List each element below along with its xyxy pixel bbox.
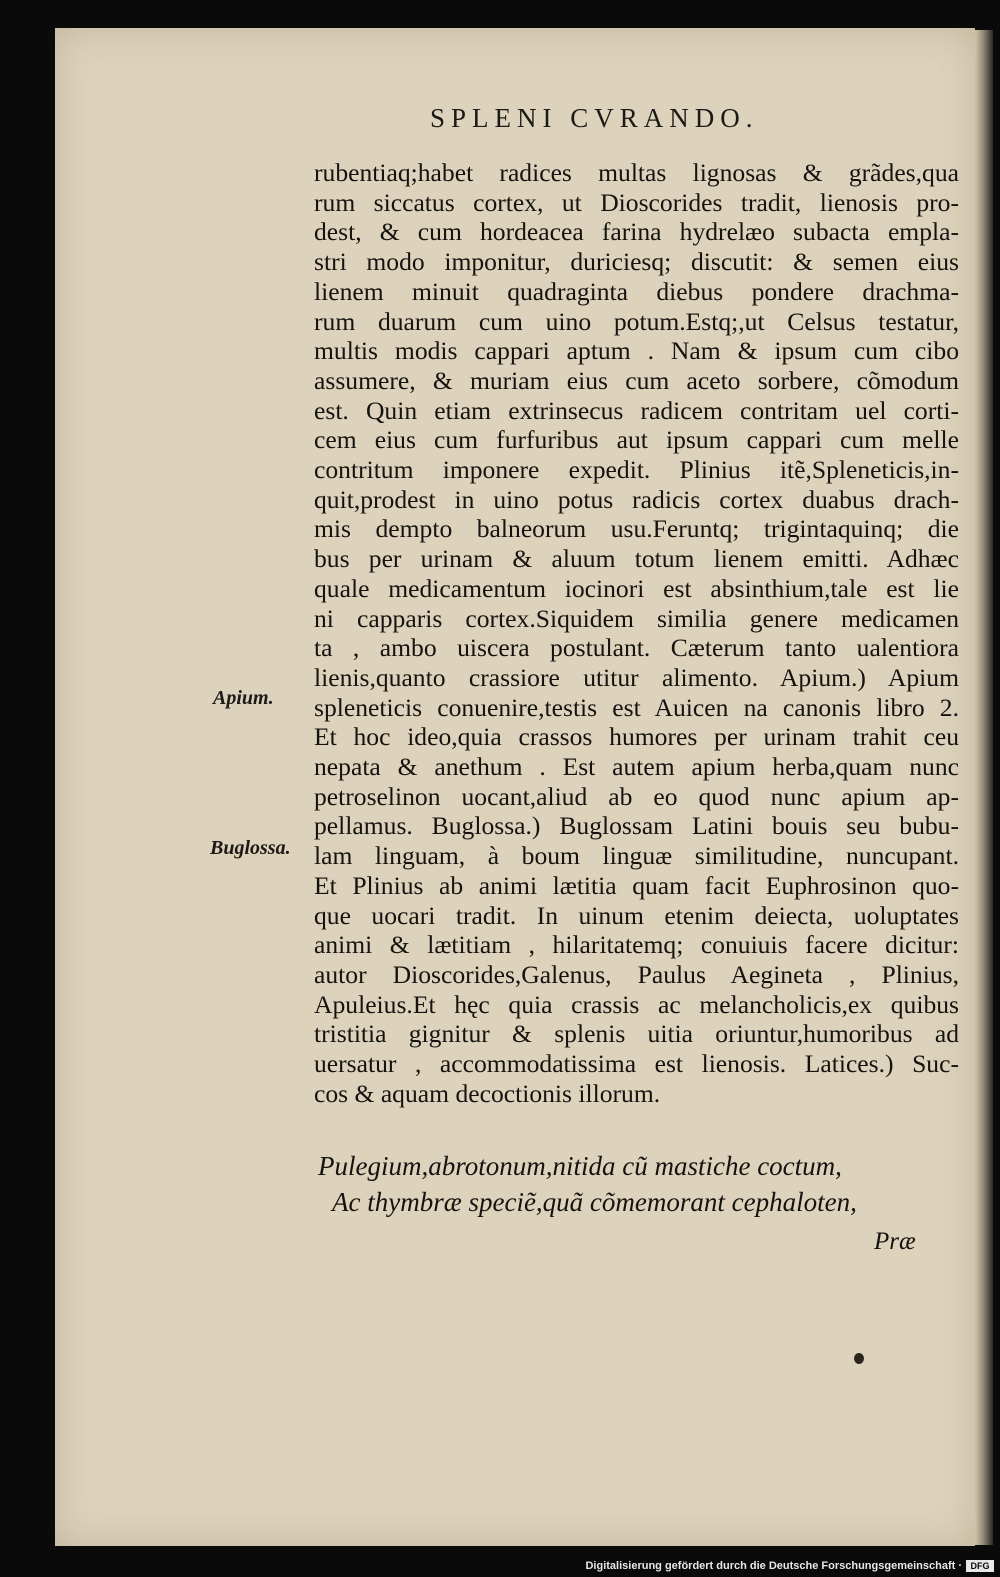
dfg-logo: DFG — [966, 1560, 994, 1572]
text-line: ni capparis cortex.Siquidem similia genere medicamen — [314, 603, 959, 633]
text-line: animi & lætitiam , hilaritatemq; conuiuis facere dicitur: — [314, 930, 959, 960]
text-line: rum duarum cum uino potum.Estq;,ut Celsus testatur, — [314, 306, 959, 336]
text-line: ta , ambo uiscera postulant. Cæterum tanto ualentiora — [314, 633, 959, 663]
verse-block — [318, 1148, 958, 1220]
text-line: tristitia gignitur & splenis uitia oriuntur,humoribus ad — [314, 1019, 959, 1049]
text-line: rubentiaq;habet radices multas lignosas & grãdes,qua — [314, 158, 959, 187]
text-line: assumere, & muriam eius cum aceto sorbere, cõmodum — [314, 365, 959, 395]
text-line: nepata & anethum . Est autem apium herba,quam nunc — [314, 752, 959, 782]
text-line: que uocari tradit. In uinum etenim deiecta, uoluptates — [314, 900, 959, 930]
footer-bar — [0, 1555, 1000, 1577]
text-line: autor Dioscorides,Galenus, Paulus Aegineta , Plinius, — [314, 959, 959, 989]
catchword: Præ — [874, 1228, 916, 1255]
text-line: lienis,quanto crassiore utitur alimento. Apium.) Apium — [314, 662, 959, 692]
text-line: lam linguam, à boum linguæ similitudine, nuncupant. — [314, 841, 959, 871]
text-line: spleneticis conuenire,testis est Auicen na canonis libro 2. — [314, 692, 959, 722]
text-line: bus per urinam & aluum totum lienem emitti. Adhæc — [314, 544, 959, 574]
text-line: est. Quin etiam extrinsecus radicem contritam uel corti- — [314, 395, 959, 425]
text-line: cos & aquam decoctionis illorum. — [314, 1078, 661, 1108]
text-line: multis modis cappari aptum . Nam & ipsum cum cibo — [314, 336, 959, 366]
text-line: cem eius cum furfuribus aut ipsum cappari cum melle — [314, 425, 959, 455]
text-line: Et hoc ideo,quia crassos humores per urinam trahit ceu — [314, 722, 959, 752]
text-line: stri modo imponitur, duriciesq; discutit: & semen eius — [314, 247, 959, 277]
text-line: rum siccatus cortex, ut Dioscorides tradit, lienosis pro- — [314, 187, 959, 217]
margin-note-apium: Apium. — [213, 687, 274, 709]
footer-credit: Digitalisierung gefördert durch die Deutsche Forschungsgemeinschaft · — [585, 1560, 962, 1572]
page-edge — [975, 30, 993, 1545]
text-line: quale medicamentum iocinori est absinthium,tale est lie — [314, 573, 959, 603]
text-line: mis dempto balneorum usu.Feruntq; trigintaquinq; die — [314, 514, 959, 544]
text-line: Et Plinius ab animi lætitia quam facit Euphrosinon quo- — [314, 870, 959, 900]
verse-line: Ac thymbræ speciẽ,quã cõmemorant cephaloten, — [332, 1187, 857, 1217]
text-line: uersatur , accommodatissima est lienosis. Latices.) Suc- — [314, 1049, 959, 1079]
verse-line: Pulegium,abrotonum,nitida cũ mastiche coctum, — [318, 1151, 842, 1181]
text-line: Apuleius.Et hęc quia crassis ac melancholicis,ex quibus — [314, 989, 959, 1019]
text-line: pellamus. Buglossa.) Buglossam Latini bouis seu bubu- — [314, 811, 959, 841]
ink-spot — [854, 1353, 864, 1364]
body-text — [314, 158, 959, 1109]
text-line: lienem minuit quadraginta diebus pondere drachma- — [314, 276, 959, 306]
text-line: quit,prodest in uino potus radicis cortex duabus drach- — [314, 484, 959, 514]
margin-note-buglossa: Buglossa. — [210, 837, 291, 859]
text-line: contritum imponere expedit. Plinius itẽ,Spleneticis,in- — [314, 455, 959, 485]
running-head: SPLENI CVRANDO. — [430, 103, 759, 133]
text-line: petroselinon uocant,aliud ab eo quod nunc apium ap- — [314, 781, 959, 811]
text-line: dest, & cum hordeacea farina hydrelæo subacta empla- — [314, 217, 959, 247]
